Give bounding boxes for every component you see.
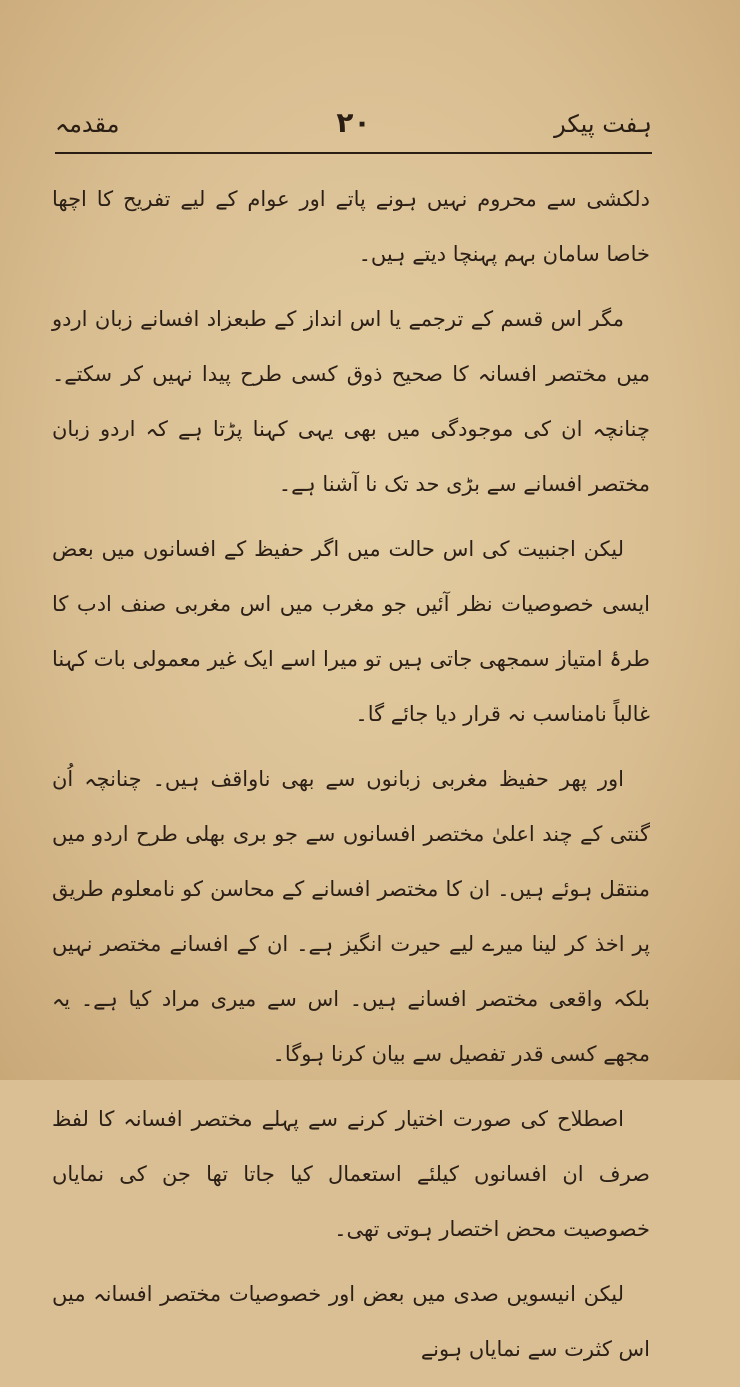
paragraph-6: لیکن انیسویں صدی میں بعض اور خصوصیات مختصر افسانہ میں اس کثرت سے نمایاں ہونے — [52, 1282, 650, 1361]
body-text — [52, 172, 650, 1387]
paragraph-5: اصطلاح کی صورت اختیار کرنے سے پہلے مختصر افسانہ کا لفظ صرف ان افسانوں کیلئے استعمال کیا جاتا تھا جن کی نمایاں خصوصیت محض اختصار ہوتی تھی۔ — [52, 1107, 650, 1241]
page-number: ۲۰ — [336, 106, 371, 139]
paragraph-3: لیکن اجنبیت کی اس حالت میں اگر حفیظ کے افسانوں میں بعض ایسی خصوصیات نظر آئیں جو مغرب میں اس مغربی صنف ادب کا طرۂ امتیاز سمجھی جاتی ہیں تو میرا اسے ایک غیر معمولی بات کہنا غالباً نامناسب نہ قرار دیا جائے گا۔ — [52, 537, 650, 726]
paragraph-2: مگر اس قسم کے ترجمے یا اس انداز کے طبعزاد افسانے زبان اردو میں مختصر افسانہ کا صحیح ذوق کسی طرح پیدا نہیں کر سکتے۔ چنانچہ ان کی موجودگی میں بھی یہی کہنا پڑتا ہے کہ اردو زبان مختصر افسانے سے بڑی حد تک نا آشنا ہے۔ — [52, 307, 650, 496]
paragraph-1: دلکشی سے محروم نہیں ہونے پاتے اور عوام کے لیے تفریح کا اچھا خاصا سامان بہم پہنچا دیتے ہیں۔ — [52, 187, 650, 266]
paragraph-4: اور پھر حفیظ مغربی زبانوں سے بھی ناواقف ہیں۔ چنانچہ اُن گنتی کے چند اعلیٰ مختصر افسانوں سے جو بری بھلی طرح اردو میں منتقل ہوئے ہیں۔ ان کا مختصر افسانے کے محاسن کو نامعلوم طریق پر اخذ کر لینا میرے لیے حیرت انگیز ہے۔ ان کے افسانے مختصر نہیں بلکہ واقعی مختصر افسانے ہیں۔ اس سے میری مراد کیا ہے۔ یہ مجھے کسی قدر تفصیل سے بیان کرنا ہوگا۔ — [52, 767, 650, 1066]
book-title: ہفت پیکر — [554, 110, 652, 138]
section-name: مقدمہ — [55, 110, 120, 138]
page-header — [55, 100, 652, 150]
header-rule — [55, 152, 652, 154]
